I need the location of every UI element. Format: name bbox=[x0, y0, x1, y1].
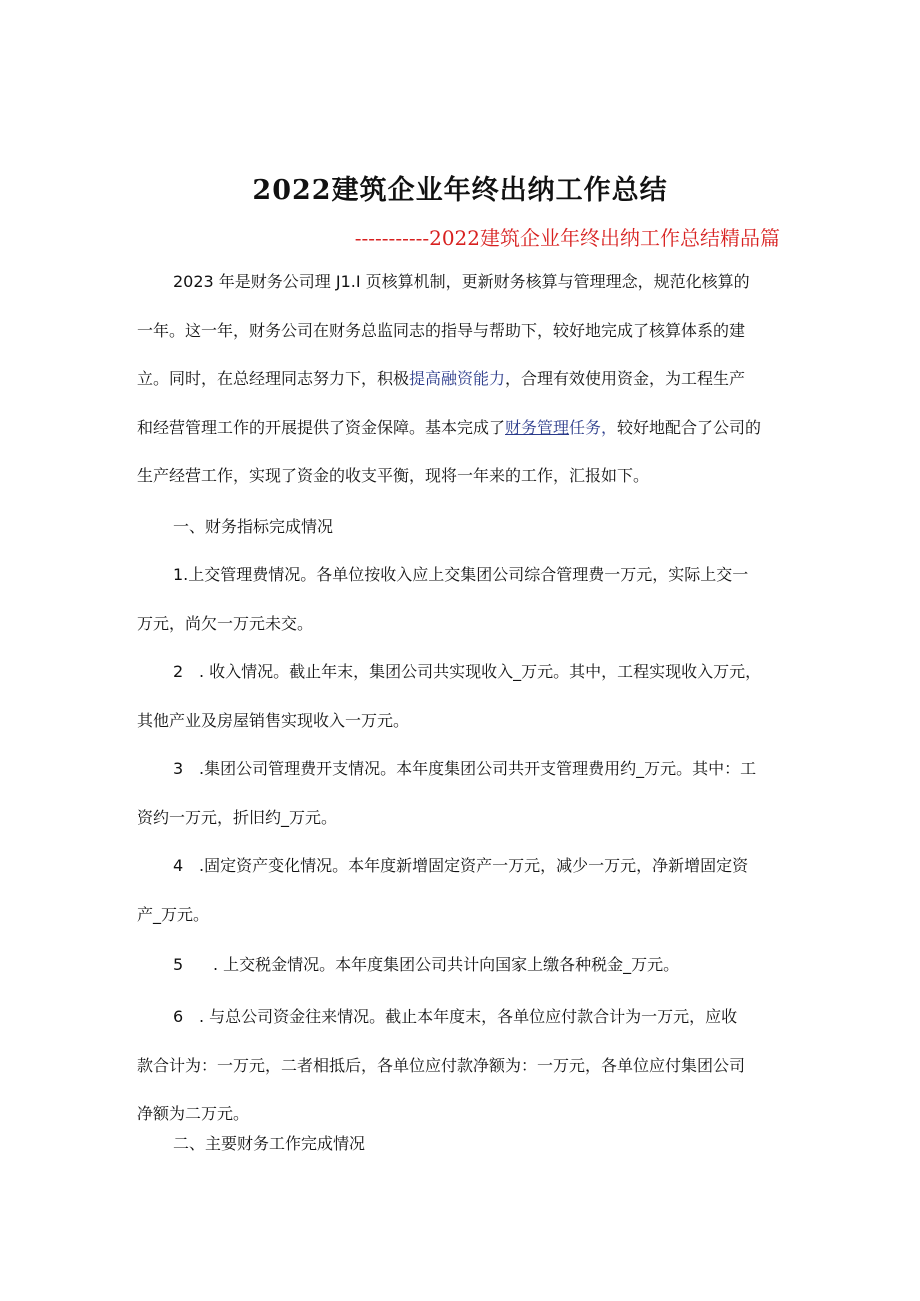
document-title: 2022建筑企业年终出纳工作总结 bbox=[252, 175, 668, 206]
item-6-line-2: 款合计为：一万元，二者相抵后，各单位应付款净额为：一万元，各单位应付集团公司 bbox=[137, 1055, 746, 1075]
item-6 bbox=[137, 993, 790, 1139]
item-3-line-2: 资约一万元，折旧约_万元。 bbox=[137, 807, 338, 827]
financing-ability-link[interactable]: 提高融资能力 bbox=[409, 369, 506, 388]
financial-management-link[interactable]: 财务管理 bbox=[505, 417, 570, 437]
intro-line-3 bbox=[137, 355, 790, 404]
document-subtitle: -----------2022建筑企业年终出纳工作总结精品篇 bbox=[354, 226, 780, 250]
item-2-line-2: 其他产业及房屋销售实现收入一万元。 bbox=[137, 710, 410, 730]
item-5 bbox=[137, 941, 790, 990]
task-link[interactable]: 任务， bbox=[569, 417, 618, 437]
item-3 bbox=[137, 745, 790, 842]
item-1-line-1: 1.上交管理费情况。各单位按收入应上交集团公司综合管理费一万元，实际上交一 bbox=[173, 565, 749, 584]
item-5-line-1 bbox=[137, 941, 790, 990]
intro-line-4-text-a: 和经营管理工作的开展提供了资金保障。基本完成了 bbox=[137, 417, 506, 437]
intro-line-4-text-b: 较好地配合了公司的 bbox=[617, 417, 762, 437]
item-2-line-1 bbox=[137, 648, 790, 697]
item-4-text-1: .固定资产变化情况。本年度新增固定资产一万元，减少一万元，净新增固定资 bbox=[199, 856, 749, 875]
item-3-text-1: .集团公司管理费开支情况。本年度集团公司共开支管理费用约_万元。其中：工 bbox=[199, 759, 757, 778]
item-4-line-2: 产_万元。 bbox=[137, 904, 210, 924]
item-3-number: 3 bbox=[173, 759, 184, 778]
item-6-line-3: 净额为二万元。 bbox=[137, 1104, 250, 1123]
intro-line-1: 2023 年是财务公司理 J1.I 页核算机制，更新财务核算与管理理念，规范化核算的 bbox=[173, 272, 750, 291]
item-6-number: 6 bbox=[173, 1007, 184, 1026]
item-5-text-1: . 上交税金情况。本年度集团公司共计向国家上缴各种税金_万元。 bbox=[213, 955, 680, 974]
intro-paragraph bbox=[137, 258, 790, 501]
item-2-text-1: . 收入情况。截止年末，集团公司共实现收入_万元。其中，工程实现收入万元， bbox=[199, 662, 762, 681]
item-5-number: 5 bbox=[173, 955, 184, 974]
item-2 bbox=[137, 648, 790, 745]
item-1-line-2: 万元，尚欠一万元未交。 bbox=[137, 613, 314, 633]
intro-line-3-text-b: ，合理有效使用资金，为工程生产 bbox=[505, 369, 746, 388]
intro-line-3-text-a: 立。同时，在总经理同志努力下，积极 bbox=[137, 369, 410, 388]
item-6-line-1 bbox=[137, 993, 790, 1042]
item-2-number: 2 bbox=[173, 662, 184, 681]
intro-line-5: 生产经营工作，实现了资金的收支平衡，现将一年来的工作，汇报如下。 bbox=[137, 466, 650, 485]
intro-line-4 bbox=[137, 404, 790, 453]
item-4-line-1 bbox=[137, 842, 790, 891]
section-2-heading: 二、主要财务工作完成情况 bbox=[173, 1134, 366, 1153]
intro-line-2: 一年。这一年，财务公司在财务总监同志的指导与帮助下，较好地完成了核算体系的建 bbox=[137, 320, 746, 340]
section-1-heading: 一、财务指标完成情况 bbox=[173, 517, 334, 536]
item-3-line-1 bbox=[137, 745, 790, 794]
item-1 bbox=[137, 551, 790, 648]
item-4 bbox=[137, 842, 790, 939]
item-6-text-1: . 与总公司资金往来情况。截止本年度末，各单位应付款合计为一万元，应收 bbox=[199, 1007, 738, 1026]
item-4-number: 4 bbox=[173, 856, 184, 875]
